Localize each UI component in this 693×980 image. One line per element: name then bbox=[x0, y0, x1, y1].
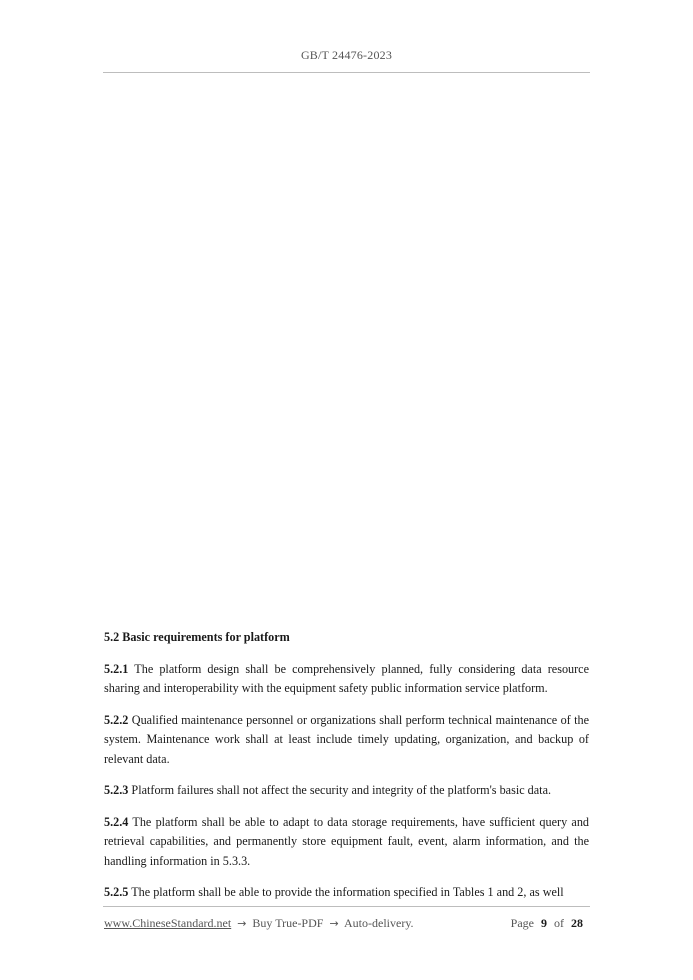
auto-delivery-text: Auto-delivery. bbox=[344, 916, 414, 930]
footer-divider bbox=[103, 906, 590, 907]
website-link[interactable]: www.ChineseStandard.net bbox=[104, 916, 232, 930]
clause-number: 5.2.4 bbox=[104, 814, 129, 829]
clause-text: The platform shall be able to provide the information specified in Tables 1 and 2, as well bbox=[131, 885, 564, 899]
page-footer bbox=[104, 916, 587, 931]
buy-true-pdf-text: Buy True-PDF bbox=[252, 916, 324, 930]
total-pages: 28 bbox=[571, 916, 583, 930]
page-number bbox=[511, 916, 587, 931]
clause-number: 5.2.5 bbox=[104, 885, 129, 899]
clause-5-2-5 bbox=[104, 883, 589, 903]
document-code-header: GB/T 24476-2023 bbox=[300, 48, 393, 62]
page-of-label: of bbox=[554, 916, 564, 930]
current-page: 9 bbox=[541, 916, 547, 930]
clause-text: The platform shall be able to adapt to data storage requirements, have sufficient query and retrieval capabilities, and permanently store equipment fault, event, alarm information, and the handling information in 5.3.3. bbox=[104, 814, 590, 868]
clause-number: 5.2.2 bbox=[104, 712, 129, 727]
clause-text: The platform design shall be comprehensively planned, fully considering data resource sharing and interoperability with the equipment safety public information service platform. bbox=[104, 661, 590, 695]
clause-5-2-1 bbox=[104, 660, 589, 699]
clause-5-2-3 bbox=[104, 781, 589, 801]
section-title: 5.2 Basic requirements for platform bbox=[104, 630, 290, 644]
arrow-right-icon: → bbox=[329, 917, 339, 930]
page-label: Page bbox=[510, 916, 534, 930]
header-divider bbox=[103, 72, 590, 73]
arrow-right-icon: → bbox=[237, 917, 247, 930]
clause-5-2-2 bbox=[104, 711, 589, 770]
clause-text: Qualified maintenance personnel or organizations shall perform technical maintenance of the system. Maintenance work shall at least include timely updating, organization, and backup of relevant data. bbox=[104, 712, 590, 766]
clause-text: Platform failures shall not affect the security and integrity of the platform's basic data. bbox=[131, 783, 552, 797]
footer-promo bbox=[104, 916, 414, 931]
clause-5-2-4 bbox=[104, 813, 589, 872]
document-body bbox=[104, 628, 589, 915]
clause-number: 5.2.1 bbox=[104, 661, 129, 676]
clause-number: 5.2.3 bbox=[104, 783, 129, 797]
